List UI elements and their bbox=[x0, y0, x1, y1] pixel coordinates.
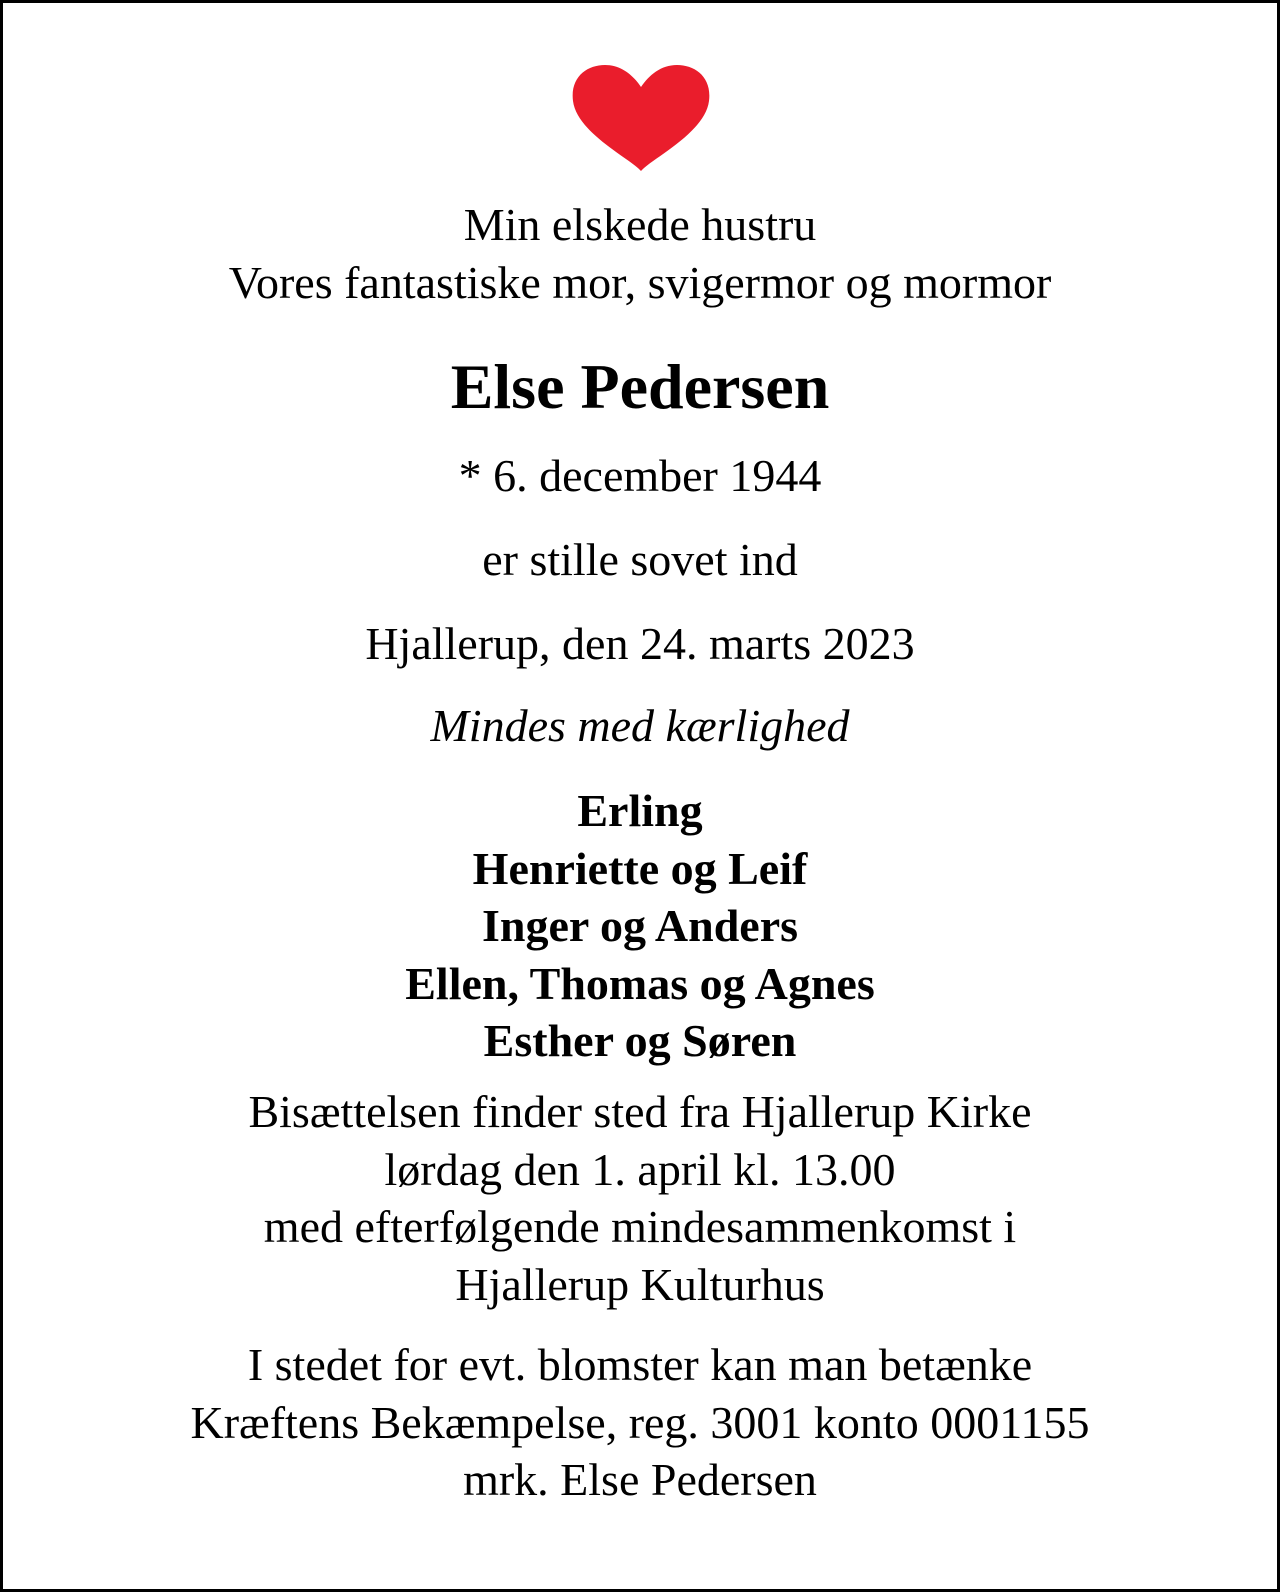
family-member: Erling bbox=[577, 785, 703, 836]
intro-line-1: Min elskede hustru bbox=[463, 199, 817, 250]
passed-text: er stille sovet ind bbox=[482, 534, 798, 585]
intro-line-2: Vores fantastiske mor, svigermor og mormor bbox=[228, 257, 1052, 308]
donation-line: mrk. Else Pedersen bbox=[463, 1454, 817, 1505]
deceased-name: Else Pedersen bbox=[450, 351, 830, 422]
family-member: Ellen, Thomas og Agnes bbox=[405, 957, 875, 1009]
funeral-line: lørdag den 1. april kl. 13.00 bbox=[384, 1143, 896, 1195]
heart-icon bbox=[569, 63, 713, 173]
remembered-text: Mindes med kærlighed bbox=[430, 700, 850, 751]
intro-text bbox=[3, 196, 1277, 312]
family-member: Henriette og Leif bbox=[472, 842, 808, 894]
funeral-line: Bisættelsen finder sted fra Hjallerup Kirke bbox=[248, 1086, 1032, 1137]
family-member: Esther og Søren bbox=[483, 1015, 797, 1066]
funeral-line: med efterfølgende mindesammenkomst i bbox=[263, 1201, 1017, 1252]
birth-date: * 6. december 1944 bbox=[458, 450, 822, 501]
family-list bbox=[3, 782, 1277, 1070]
donation-line: I stedet for evt. blomster kan man betænke bbox=[247, 1339, 1033, 1390]
place-and-date: Hjallerup, den 24. marts 2023 bbox=[365, 618, 915, 669]
family-member: Inger og Anders bbox=[481, 900, 799, 951]
donation-info bbox=[3, 1336, 1277, 1509]
donation-line: Kræftens Bekæmpelse, reg. 3001 konto 0001155 bbox=[190, 1396, 1090, 1448]
funeral-info bbox=[3, 1083, 1277, 1313]
funeral-line: Hjallerup Kulturhus bbox=[455, 1258, 825, 1310]
